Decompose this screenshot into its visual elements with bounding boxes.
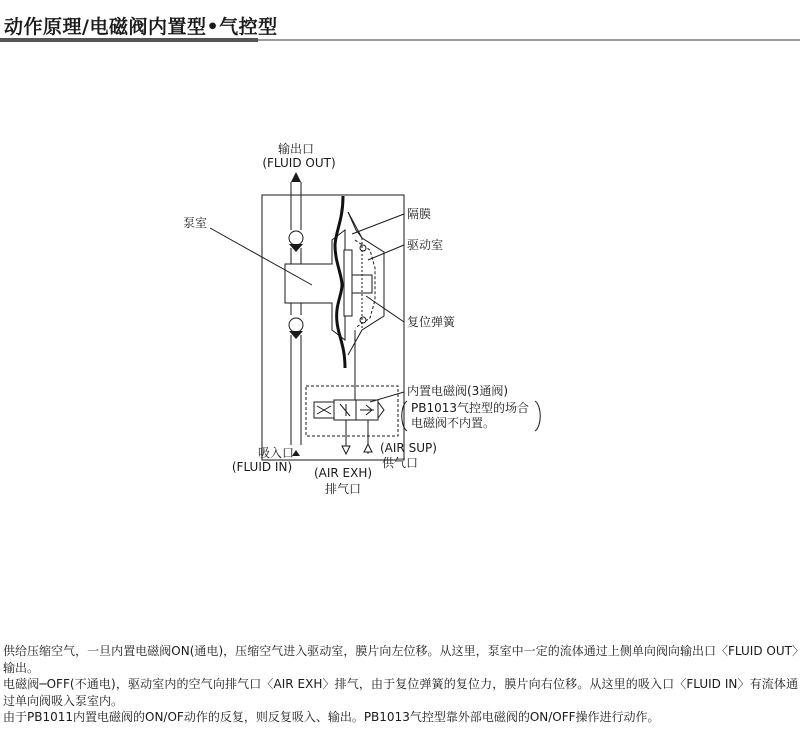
air-sup-cn-label: 供气口 [382, 456, 419, 470]
diaphragm-label: 隔膜 [407, 207, 432, 221]
fluid-out-en-label: (FLUID OUT) [262, 156, 336, 170]
piston [344, 250, 352, 316]
fluid-in-cn-label: 吸入口 [257, 446, 295, 460]
air-sup-arrow [364, 444, 372, 452]
air-exh-en-label: (AIR EXH) [313, 466, 373, 480]
description-paragraph-on: 供给压缩空气，一旦内置电磁阀ON(通电)，压缩空气进入驱动室，膜片向左位移。从这里，泵室中一定的流体通过上侧单向阀向输出口〈FLUID OUT〉输出。 [3, 644, 798, 675]
air-exh-arrow [342, 446, 350, 454]
note-bracket-right [535, 401, 540, 431]
leader-diaphragm [352, 214, 404, 234]
fluid-in-en-label: (FLUID IN) [231, 460, 293, 474]
leader-return-spring [366, 296, 404, 322]
fluid-out-cn-label: 输出口 [277, 142, 315, 156]
note-line1: PB1013气控型的场合 [411, 401, 530, 415]
fluid-out-arrow [291, 172, 301, 182]
return-spring-label: 复位弹簧 [407, 315, 456, 329]
spring-pivot-top [360, 245, 366, 251]
air-sup-en-label: (AIR SUP) [380, 441, 437, 455]
pump-chamber-label: 泵室 [183, 216, 208, 230]
solenoid-valve-label: 内置电磁阀(3通阀) [407, 384, 508, 398]
fluid-passage [289, 182, 301, 445]
note-line2: 电磁阀不内置。 [411, 416, 496, 430]
description-paragraph-cycle: 由于PB1011内置电磁阀的ON/OF动作的反复，则反复吸入、输出。PB1013气控型靠外部电磁阀的ON/OFF操作进行动作。 [3, 710, 660, 724]
operation-description [3, 643, 798, 726]
leader-drive-chamber [368, 245, 404, 260]
spring-pivot-bottom [360, 317, 366, 323]
solenoid-valve [314, 400, 384, 420]
air-exh-cn-label: 排气口 [324, 482, 362, 496]
drive-chamber-label: 驱动室 [407, 238, 444, 252]
leader-solenoid [370, 392, 404, 402]
page-title: 动作原理/电磁阀内置型•气控型 [4, 16, 278, 38]
description-paragraph-off: 电磁阀─OFF(不通电)，驱动室内的空气向排气口〈AIR EXH〉排气，由于复位弹簧的复位力，膜片向右位移。从这里的吸入口〈FLUID IN〉有流体通过单向阀吸入泵室内。 [3, 677, 798, 708]
